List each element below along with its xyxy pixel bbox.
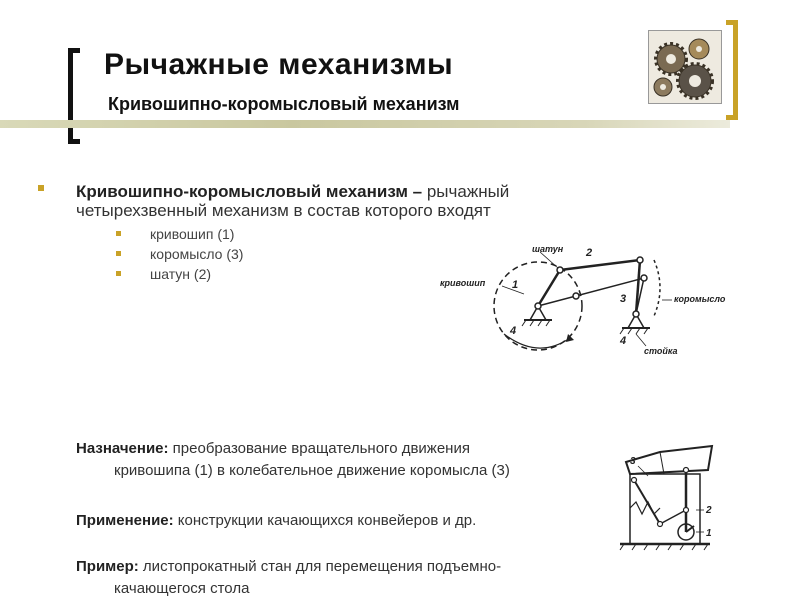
- right-bracket-decoration: [726, 20, 738, 120]
- label-n4b: 4: [620, 335, 627, 347]
- list-item: [150, 244, 243, 264]
- bullet-icon: [38, 185, 44, 191]
- example-paragraph-line2: [76, 578, 249, 600]
- rocker-arc: [654, 260, 660, 316]
- purpose-text: преобразование вращательного движения: [168, 440, 470, 457]
- bullet-icon: [116, 271, 121, 276]
- list-item-label: коромысло (3): [150, 246, 244, 262]
- components-list: [150, 224, 243, 284]
- example-label: Пример:: [76, 558, 139, 575]
- application-label: Применение:: [76, 512, 174, 529]
- table-body: [626, 446, 712, 474]
- crank-rocker-diagram: [440, 238, 760, 368]
- spring: [630, 502, 660, 514]
- label-n4a: 4: [510, 325, 517, 337]
- list-item-label: шатун (2): [150, 266, 212, 282]
- label-krivoship: кривошип: [440, 278, 486, 288]
- label-shatun: шатун: [532, 244, 564, 254]
- purpose-paragraph: [76, 438, 470, 460]
- definition-text: [76, 182, 596, 220]
- label-n3: 3: [620, 293, 627, 305]
- gears-icon: [648, 30, 722, 104]
- left-bracket-decoration: [68, 48, 80, 144]
- slide-subtitle: Кривошипно-коромысловый механизм: [108, 94, 460, 114]
- bullet-icon: [116, 231, 121, 236]
- label-koromyslo: коромысло: [674, 294, 726, 304]
- purpose-text-2: кривошипа (1) в колебательное движение коромысла (3): [114, 462, 510, 479]
- frame: [630, 474, 700, 544]
- title-underline-bar: [0, 120, 730, 128]
- list-item: [150, 264, 243, 284]
- label-n2: 2: [586, 247, 593, 259]
- bullet-icon: [116, 251, 121, 256]
- definition-body: рычажный четырехзвенный механизм в состав которого входят: [76, 182, 510, 220]
- example-paragraph: [76, 556, 501, 578]
- list-item: [150, 224, 243, 244]
- purpose-paragraph-line2: [76, 460, 510, 482]
- connecting-rod: [560, 260, 640, 270]
- label-n3: 3: [630, 456, 636, 467]
- example-text: листопрокатный стан для перемещения подъемно-: [138, 558, 502, 575]
- rolling-mill-diagram: [600, 440, 720, 560]
- label-n1: 1: [706, 528, 712, 539]
- slide-title: Рычажные механизмы: [104, 48, 454, 81]
- definition-term: Кривошипно-коромысловый механизм –: [76, 182, 423, 201]
- application-paragraph: [76, 510, 476, 532]
- label-n1: 1: [512, 279, 519, 291]
- label-n2: 2: [706, 505, 712, 516]
- label-stoika: стойка: [644, 346, 678, 356]
- list-item-label: кривошип (1): [150, 226, 235, 242]
- example-text-2: качающегося стола: [114, 580, 250, 597]
- purpose-label: Назначение:: [76, 440, 169, 457]
- application-text: конструкции качающихся конвейеров и др.: [173, 512, 477, 529]
